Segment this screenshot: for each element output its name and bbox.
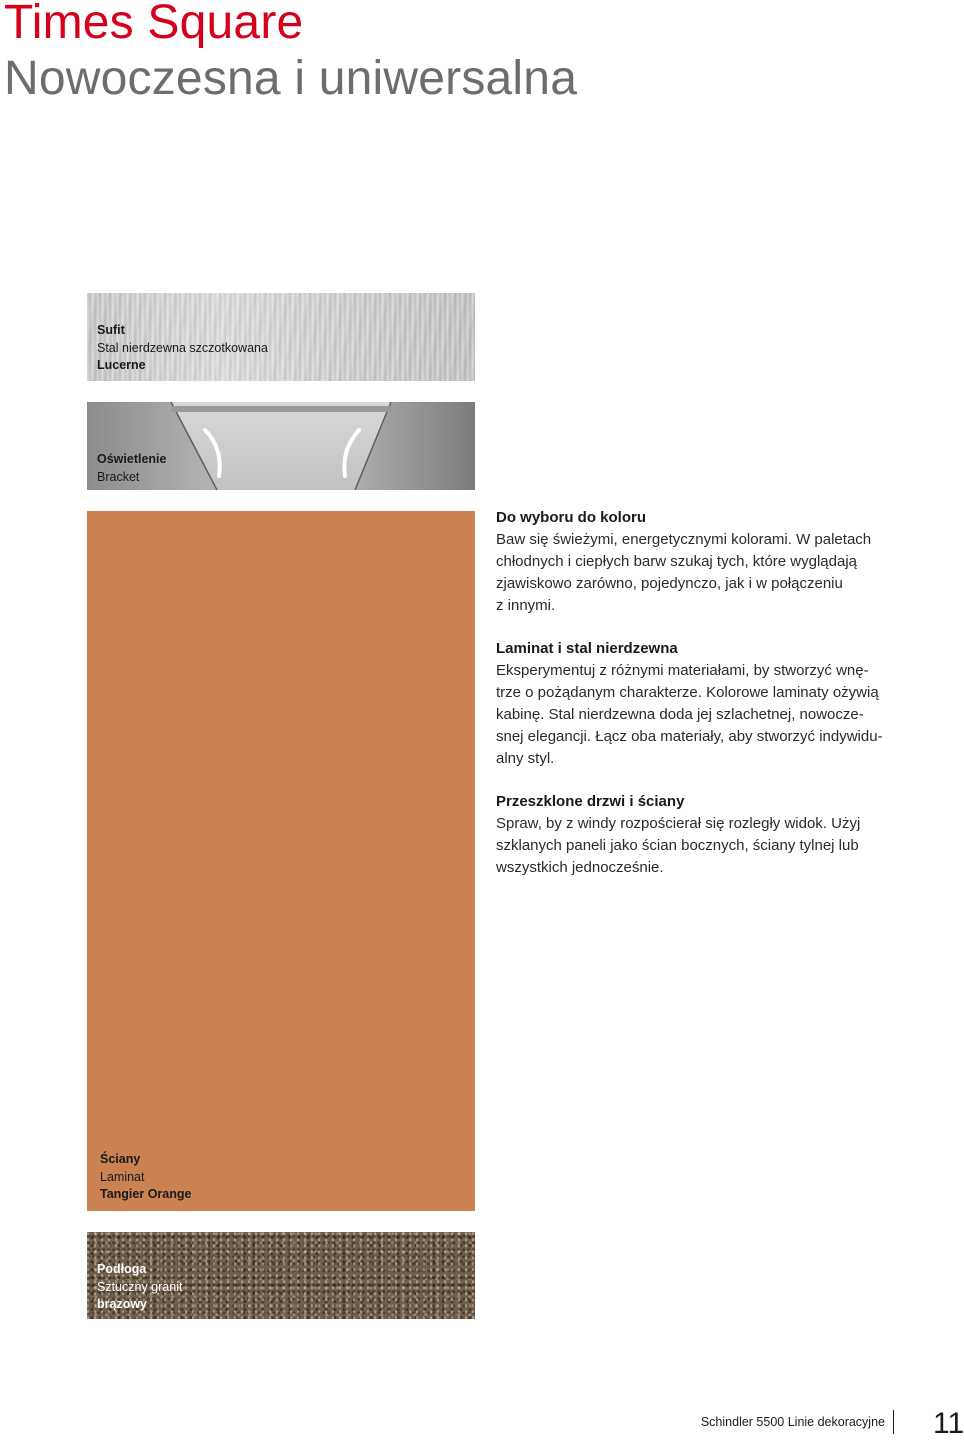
section-heading: Przeszklone drzwi i ściany bbox=[496, 793, 685, 810]
section-line: Eksperymentuj z różnymi materiałami, by stworzyć wnę- bbox=[496, 662, 869, 679]
floor-material: Sztuczny granit bbox=[97, 1279, 183, 1294]
section-line: z innymi. bbox=[496, 597, 556, 614]
floor-label bbox=[97, 1261, 182, 1314]
section-heading: Laminat i stal nierdzewna bbox=[496, 640, 678, 657]
walls-swatch bbox=[87, 511, 475, 1211]
footer-divider bbox=[893, 1410, 894, 1434]
section-line: chłodnych i ciepłych barw szukaj tych, które wyglądają bbox=[496, 553, 858, 570]
section-line: snej elegancji. Łącz oba materiały, aby stworzyć indywidu- bbox=[496, 728, 883, 745]
section-laminate-steel bbox=[496, 638, 916, 770]
floor-variant: brązowy bbox=[97, 1297, 148, 1311]
section-heading: Do wyboru do koloru bbox=[496, 509, 646, 526]
lighting-swatch bbox=[87, 402, 475, 490]
page-subtitle: Nowoczesna i uniwersalna bbox=[4, 52, 578, 105]
ceiling-label bbox=[97, 322, 268, 375]
floor-title: Podłoga bbox=[97, 1262, 147, 1276]
section-line: zjawiskowo zarówno, pojedynczo, jak i w połączeniu bbox=[496, 575, 843, 592]
ceiling-title: Sufit bbox=[97, 323, 125, 337]
section-line: Baw się świeżymi, energetycznymi kolorami. W paletach bbox=[496, 531, 872, 548]
section-line: szklanych paneli jako ścian bocznych, ściany tylnej lub bbox=[496, 837, 859, 854]
lighting-label bbox=[97, 451, 166, 486]
section-line: wszystkich jednocześnie. bbox=[496, 859, 664, 876]
ceiling-material: Stal nierdzewna szczotkowana bbox=[97, 340, 268, 355]
ceiling-swatch bbox=[87, 293, 475, 381]
page-title: Times Square bbox=[4, 0, 304, 49]
walls-label bbox=[100, 1151, 191, 1204]
page-number: 11 bbox=[933, 1407, 964, 1440]
ceiling-variant: Lucerne bbox=[97, 358, 146, 372]
lighting-material: Bracket bbox=[97, 469, 140, 484]
section-line: Spraw, by z windy rozpościerał się rozległy widok. Użyj bbox=[496, 815, 861, 832]
walls-variant: Tangier Orange bbox=[100, 1187, 192, 1201]
lighting-title: Oświetlenie bbox=[97, 452, 167, 466]
walls-title: Ściany bbox=[100, 1152, 141, 1166]
footer-publication: Schindler 5500 Linie dekoracyjne bbox=[700, 1415, 885, 1429]
section-line: alny styl. bbox=[496, 750, 555, 767]
section-color-choice bbox=[496, 507, 916, 617]
section-line: trze o pożądanym charakterze. Kolorowe laminaty ożywią bbox=[496, 684, 879, 701]
section-line: kabinę. Stal nierdzewna doda jej szlachetnej, nowocze- bbox=[496, 706, 864, 723]
walls-material: Laminat bbox=[100, 1169, 145, 1184]
section-glass-doors bbox=[496, 791, 916, 879]
floor-swatch bbox=[87, 1232, 475, 1319]
